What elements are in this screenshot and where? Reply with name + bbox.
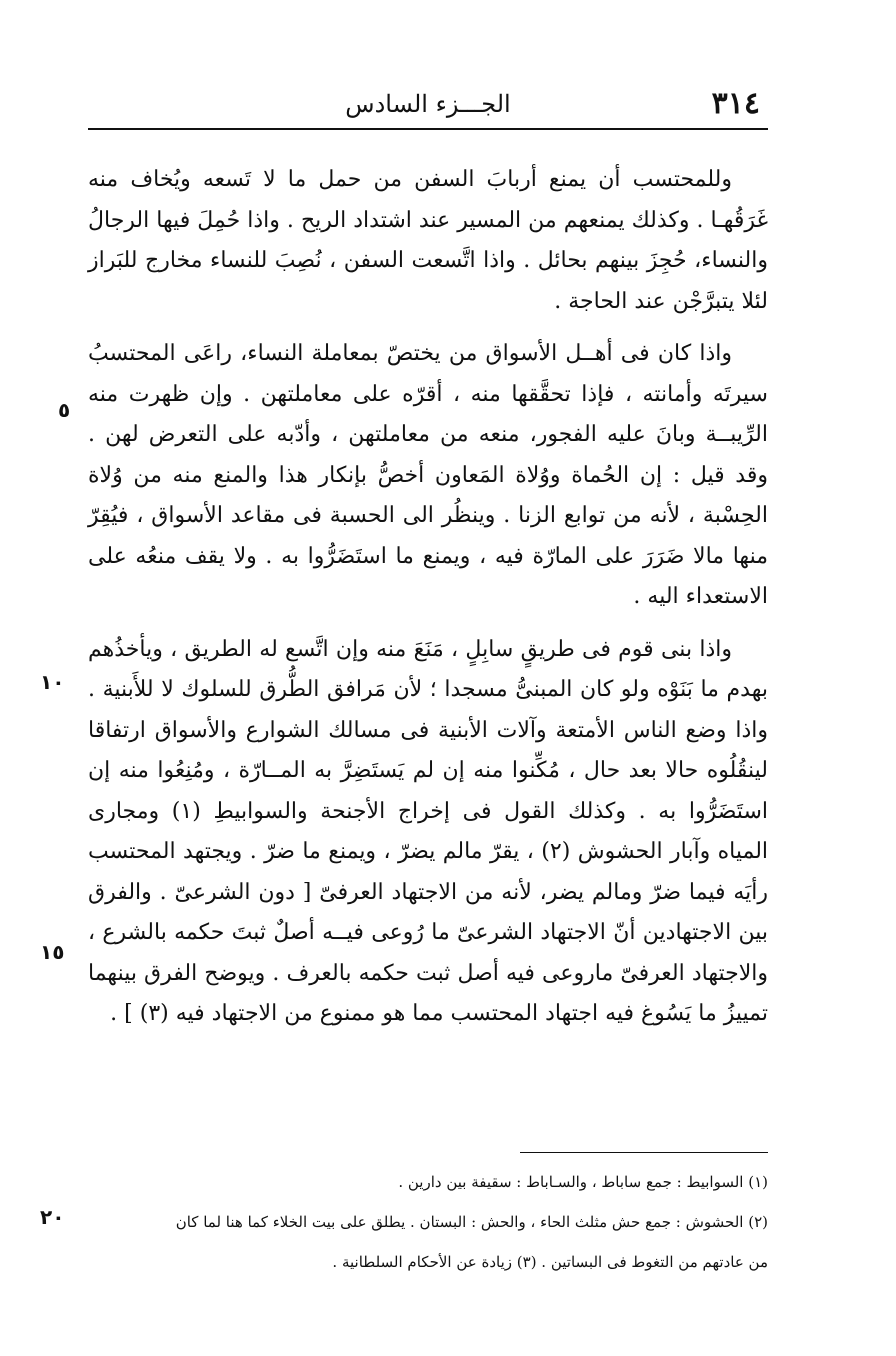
page-number: ٣١٤ <box>711 86 760 121</box>
paragraph-3: واذا بنى قوم فى طريقٍ سابِلٍ ، مَنَعَ منه وإن اتَّسع له الطريق ، ويأخذُهم بهدم ما بَنَوْه ولو كان المبنىُّ مسجدا ؛ لأن مَرافق الطُّرق للسلوك لا للأَبنية . واذا وضع الناس الأمتعة وآلات الأبنية فى مسالك الشوارع والأسواق ارتفاقا لينقُلُوه حالا بعد حال ، مُكِّنوا منه إن لم يَستَضِرَّ به المــارّة ، ومُنِعُوا منه إن استَضَرُّوا به . وكذلك القول فى إخراج الأجنحة والسوابيطِ (١) ومجارى المياه وآبار الحشوش (٢) ، يقرّ مالم يضرّ ، ويمنع ما ضرّ . ويجتهد المحتسب رأيَه فيما ضرّ ومالم يضر، لأنه من الاجتهاد العرفىّ [ دون الشرعىّ . والفرق بين الاجتهادين أنّ الاجتهاد الشرعىّ ما رُوعى فيــه أصلٌ ثبتَ حكمه بالشرع ، والاجتهاد العرفىّ ماروعى فيه أصل ثبت حكمه بالعرف . ويوضح الفرق بينهما تمييزُ ما يَسُوغ فيه اجتهاد المحتسب مما هو ممنوع من الاجتهاد فيه (٣) ] . <box>88 636 769 1026</box>
footnote-divider <box>520 1152 768 1153</box>
running-head: الجـــزء السادس <box>345 90 511 118</box>
line-number-15: ١٥ <box>40 940 65 964</box>
paragraph-2: واذا كان فى أهــل الأسواق من يختصّ بمعاملة النساء، راعَى المحتسبُ سيرتَه وأمانته ، فإذا تحقَّقها منه ، أقرّه على معاملتهن . وإن ظهرت منه الرِّيبــة وبانَ عليه الفجور، منعه من معاملتهن ، وأدّبه على التعرض لهن . وقد قيل : إن الحُماة ووُلاة المَعاون أخصُّ بإنكار هذا والمنع منه من وُلاة الحِسْبة ، لأنه من توابع الزنا . وينظُر الى الحسبة فى مقاعد الأسواق ، فيُقِرّ منها مالا ضَرَرَ على المارّة فيه ، ويمنع ما استَضَرُّوا به . ولا يقف منعُه على الاستعداء اليه . <box>88 341 768 609</box>
footnote-2-continued: من عادتهم من التغوط فى البساتين . (٣) زيادة عن الأحكام السلطانية . <box>332 1253 768 1271</box>
line-number-5: ٥ <box>58 398 71 422</box>
line-number-10: ١٠ <box>40 670 65 694</box>
line-number-20: ٢٠ <box>40 1205 65 1229</box>
paragraph-1: وللمحتسب أن يمنع أربابَ السفن من حمل ما لا تَسعه ويُخاف منه غَرَقُهـا . وكذلك يمنعهم من المسير عند اشتداد الريح . واذا حُمِلَ فيها الرجالُ والنساء، حُجِزَ بينهم بحائل . واذا اتَّسعت السفن ، نُصِبَ للنساء مخارج للبَراز لئلا يتبرَّجْن عند الحاجة . <box>88 167 768 314</box>
body-text <box>88 160 768 1047</box>
footnote-2: (٢) الحشوش : جمع حش مثلث الحاء ، والحش : البستان . يطلق على بيت الخلاء كما هنا لما كان <box>175 1213 768 1231</box>
footnote-1: (١) السوابيط : جمع ساباط ، والسـاباط : سقيفة بين دارين . <box>398 1173 768 1191</box>
footnotes <box>88 1162 768 1282</box>
page-header <box>88 80 768 130</box>
